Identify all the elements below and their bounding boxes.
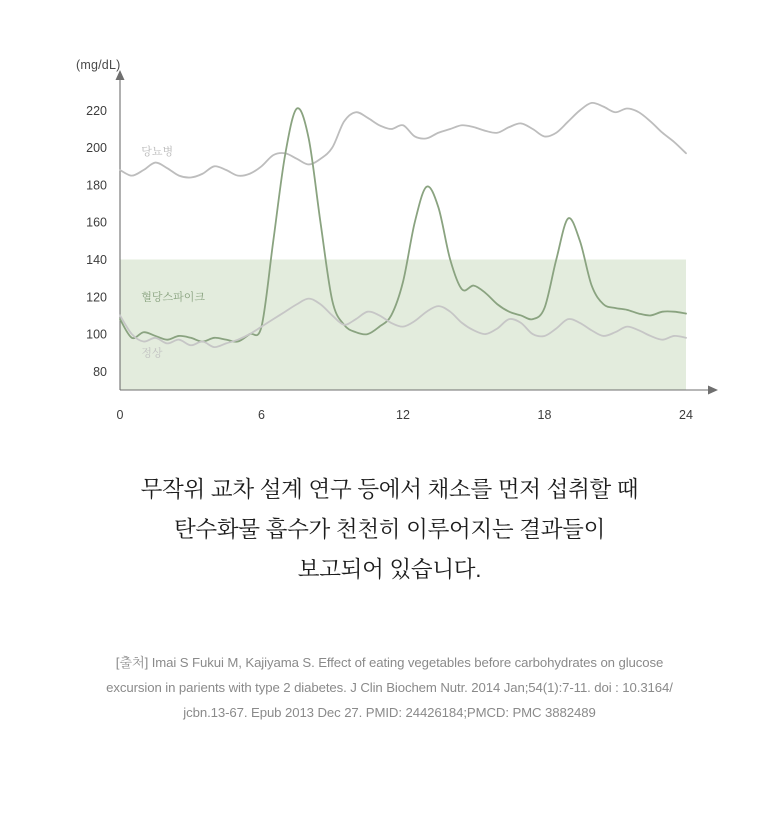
- svg-text:6: 6: [258, 408, 265, 422]
- svg-text:당뇨병: 당뇨병: [141, 146, 174, 159]
- caption-line-2: 탄수화물 흡수가 천천히 이루어지는 결과들이: [173, 517, 606, 542]
- glucose-chart: [0, 40, 779, 440]
- source-line-1: [출처] Imai S Fukui M, Kajiyama S. Effect of eating vegetables before carbohydrates on glucose: [115, 655, 664, 670]
- svg-text:24: 24: [679, 408, 693, 422]
- svg-text:180: 180: [86, 178, 107, 193]
- caption-line-1: 무작위 교차 설계 연구 등에서 채소를 먼저 섭취할 때: [140, 477, 639, 502]
- svg-text:정상: 정상: [141, 347, 163, 360]
- svg-text:18: 18: [537, 408, 552, 422]
- svg-text:0: 0: [116, 408, 124, 422]
- svg-text:120: 120: [86, 290, 107, 305]
- svg-text:160: 160: [86, 215, 107, 230]
- svg-text:140: 140: [86, 253, 107, 268]
- svg-text:80: 80: [93, 364, 107, 379]
- source-citation: [50, 650, 730, 725]
- caption-text: [0, 470, 779, 590]
- svg-text:혈당스파이크: 혈당스파이크: [141, 291, 205, 304]
- svg-text:200: 200: [86, 141, 107, 156]
- chart-unit-label: (mg/dL): [76, 58, 121, 72]
- source-line-3: jcbn.13-67. Epub 2013 Dec 27. PMID: 24426184;PMCD: PMC 3882489: [183, 705, 596, 720]
- svg-text:220: 220: [86, 103, 107, 118]
- source-line-2: excursion in parients with type 2 diabetes. J Clin Biochem Nutr. 2014 Jan;54(1):7-11. doi : 10.3164/: [106, 680, 673, 695]
- caption-line-3: 보고되어 있습니다.: [297, 557, 482, 582]
- svg-text:100: 100: [86, 327, 107, 342]
- svg-text:12: 12: [396, 408, 410, 422]
- chart-svg: [0, 40, 779, 440]
